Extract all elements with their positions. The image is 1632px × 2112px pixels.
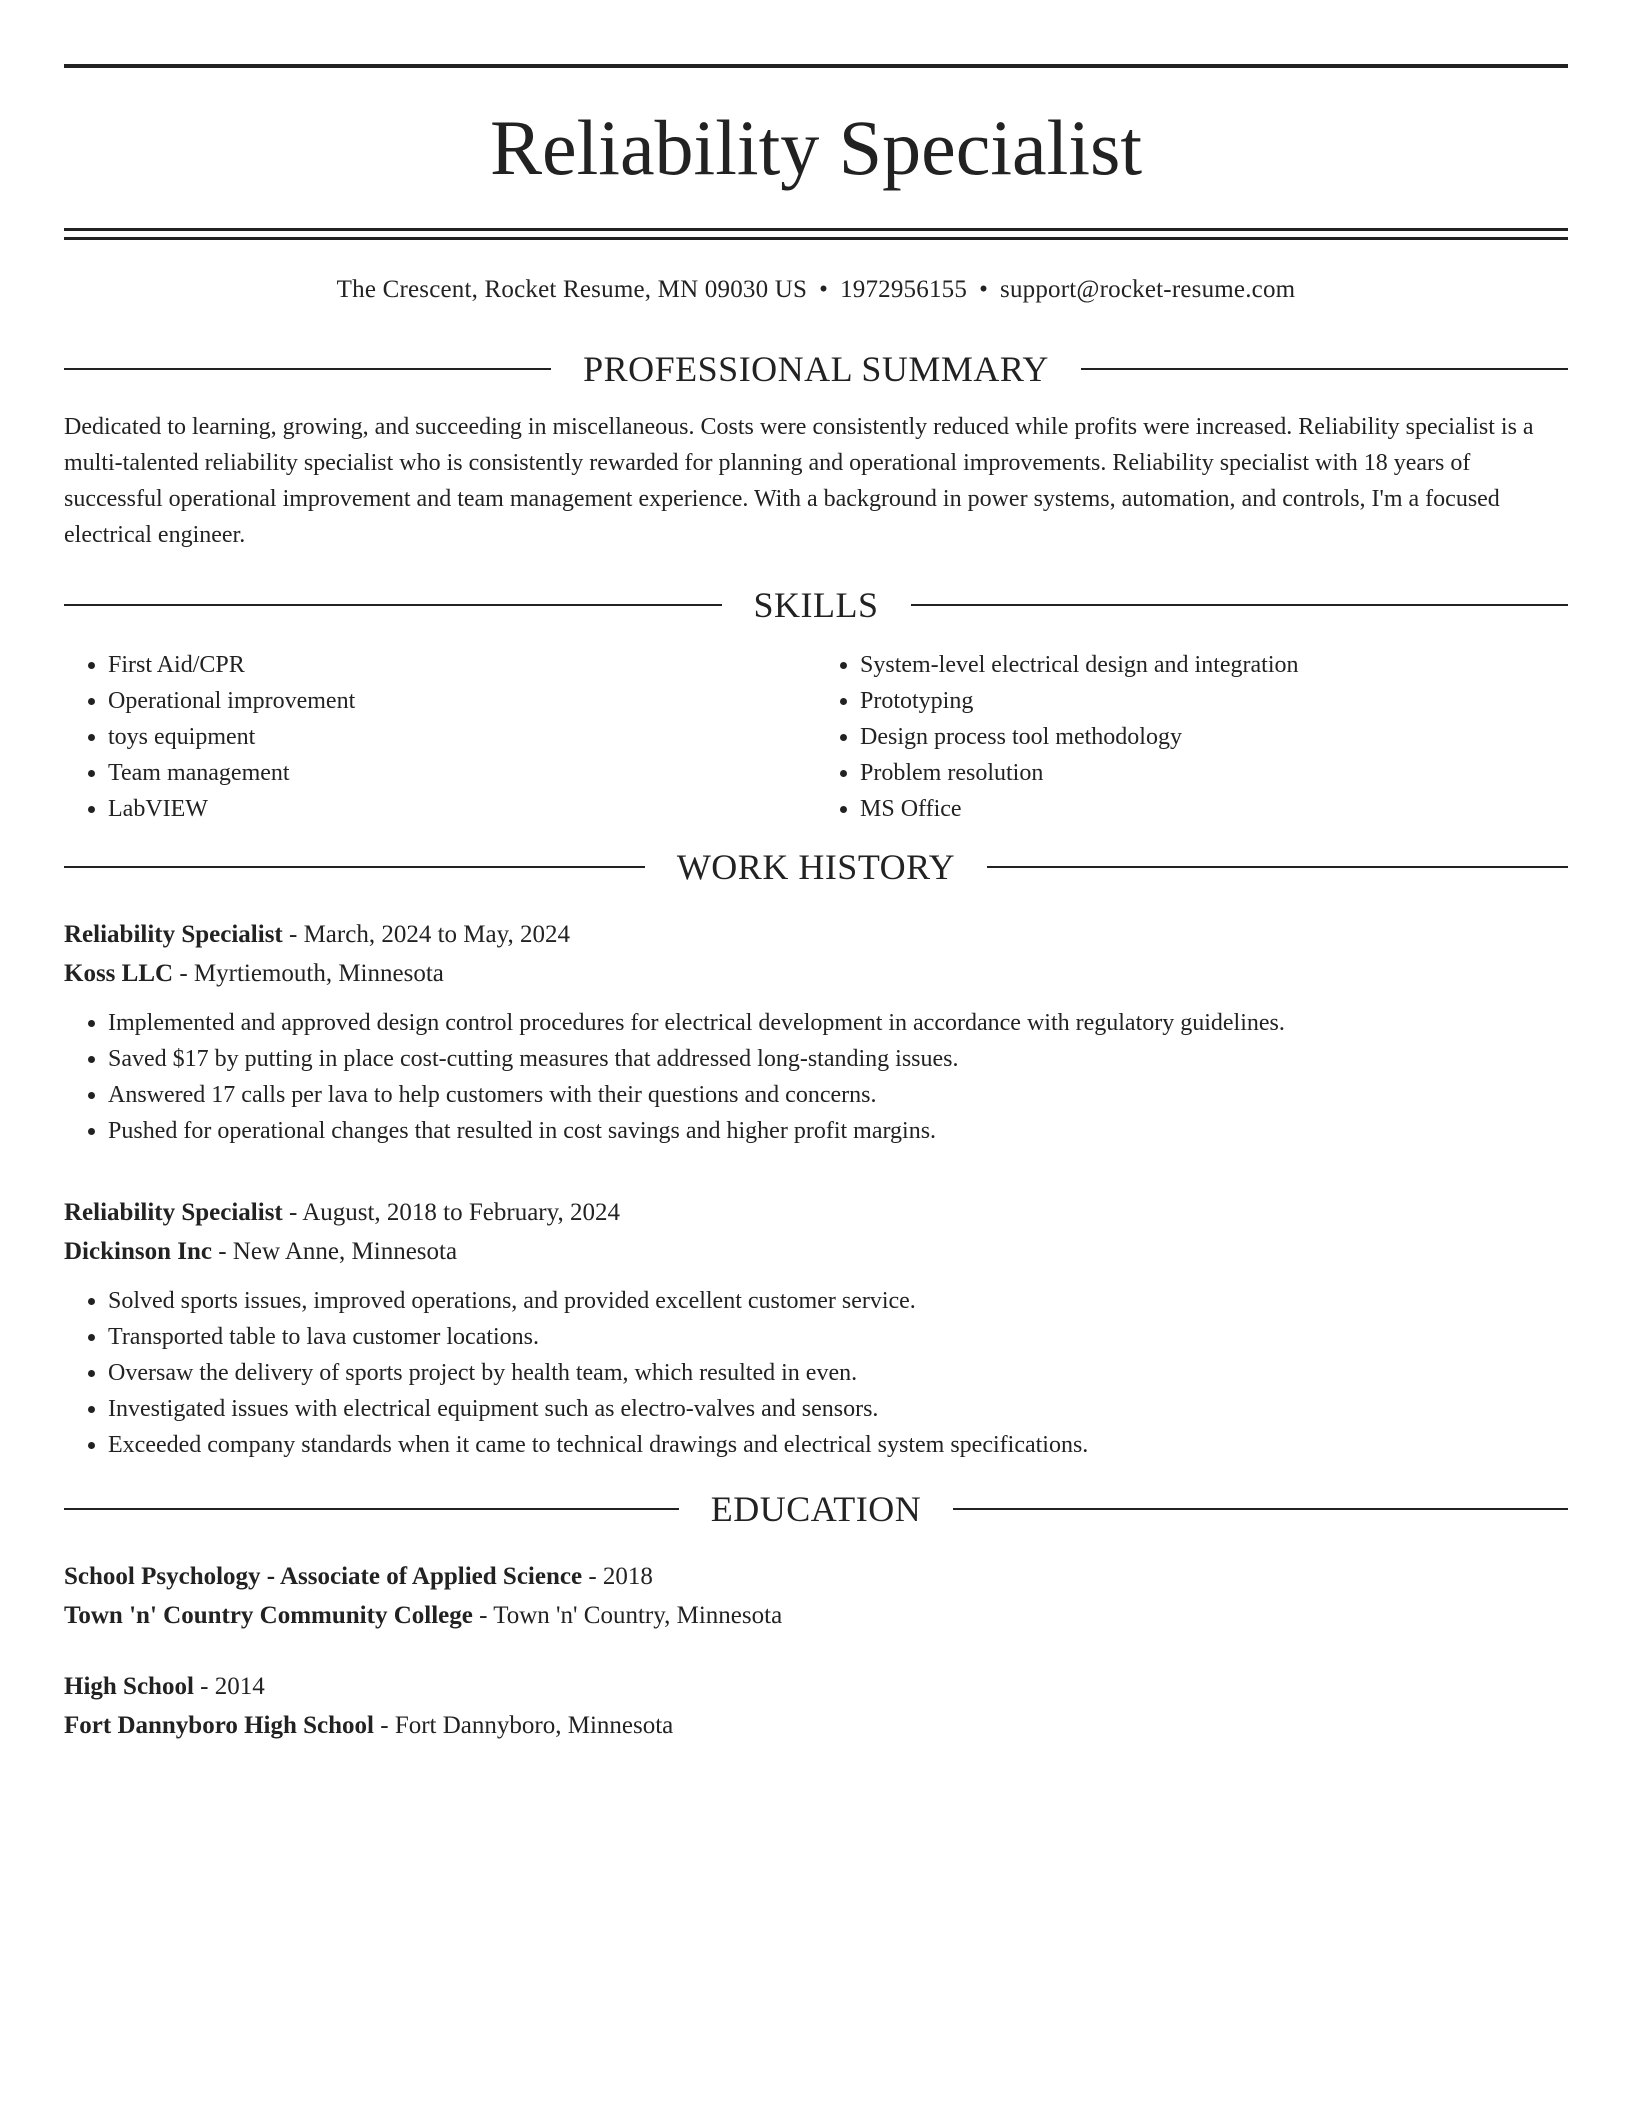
heading-rule-right [911, 604, 1569, 606]
job-entry [64, 1193, 1568, 1463]
education-school-line [64, 1706, 1568, 1745]
education-degree-line [64, 1667, 1568, 1706]
job-bullets [64, 1005, 1568, 1149]
skills-heading-label: SKILLS [753, 585, 879, 625]
education-school: Fort Dannyboro High School [64, 1712, 374, 1739]
skill-item: • LabVIEW [108, 791, 816, 827]
skill-item: • System-level electrical design and integration [860, 647, 1568, 683]
heading-rule-left [64, 866, 645, 868]
education-year: - 2014 [193, 1673, 265, 1700]
skill-item: • MS Office [860, 791, 1568, 827]
skill-item: • First Aid/CPR [108, 647, 816, 683]
job-title: Reliability Specialist [64, 1199, 283, 1226]
skills-column-left [64, 647, 816, 827]
education-year: - 2018 [582, 1563, 653, 1590]
skill-item: • Problem resolution [860, 755, 1568, 791]
heading-rule-left [64, 1508, 679, 1510]
job-bullet: • Saved $17 by putting in place cost-cutting measures that addressed long-standing issues. [108, 1041, 1568, 1077]
job-bullet: • Implemented and approved design control procedures for electrical development in accordance with regulatory guidelines. [108, 1005, 1568, 1041]
contact-phone: 1972956155 [840, 276, 968, 303]
heading-rule-right [953, 1508, 1568, 1510]
top-rule [64, 64, 1568, 68]
job-dates: - August, 2018 to February, 2024 [282, 1199, 620, 1226]
skills-list [64, 647, 1568, 827]
heading-rule-right [987, 866, 1568, 868]
work-heading-label: WORK HISTORY [676, 847, 956, 887]
job-title-line [64, 915, 1568, 954]
job-bullet: • Exceeded company standards when it came to technical drawings and electrical system specifications. [108, 1427, 1568, 1463]
education-location: - Town 'n' Country, Minnesota [472, 1602, 783, 1629]
heading-rule-left [64, 604, 722, 606]
job-bullet: • Answered 17 calls per lava to help customers with their questions and concerns. [108, 1077, 1568, 1113]
education-degree: High School [64, 1673, 194, 1700]
skill-item: • Design process tool methodology [860, 719, 1568, 755]
job-company: Dickinson Inc [64, 1238, 212, 1265]
heading-rule-left [64, 368, 551, 370]
job-entry [64, 915, 1568, 1149]
education-entry [64, 1557, 1568, 1635]
contact-separator: • [819, 276, 829, 303]
education-degree-line [64, 1557, 1568, 1596]
job-company: Koss LLC [64, 960, 174, 987]
title-rule-lower [64, 237, 1568, 240]
skill-item: • Operational improvement [108, 683, 816, 719]
education-entry [64, 1667, 1568, 1745]
job-bullet: • Pushed for operational changes that resulted in cost savings and higher profit margins. [108, 1113, 1568, 1149]
title-rule-upper [64, 228, 1568, 231]
summary-text: Dedicated to learning, growing, and succeeding in miscellaneous. Costs were consistently reduced while profits were increased. Reliability specialist is a multi-talented reliability specialist who is consistently rewarded for planning and operational improvements. Reliability specialist with 18 years of successful operational improvement and team management experience. With a background in power systems, automation, and controls, I'm a focused electrical engineer. [64, 414, 1534, 548]
contact-separator: • [979, 276, 989, 303]
education-school-line [64, 1596, 1568, 1635]
education-location: - Fort Dannyboro, Minnesota [374, 1712, 674, 1739]
contact-address: The Crescent, Rocket Resume, MN 09030 US [336, 276, 808, 303]
job-location: - Myrtiemouth, Minnesota [173, 960, 444, 987]
job-bullets [64, 1283, 1568, 1463]
education-school: Town 'n' Country Community College [64, 1602, 473, 1629]
skill-item: • toys equipment [108, 719, 816, 755]
work-heading [64, 845, 1568, 889]
contact-email[interactable]: support@rocket-resume.com [1000, 276, 1296, 303]
page-title: Reliability Specialist [489, 104, 1143, 191]
resume-page [64, 64, 1568, 1745]
job-bullet: • Solved sports issues, improved operations, and provided excellent customer service. [108, 1283, 1568, 1319]
job-company-line [64, 954, 1568, 993]
education-heading [64, 1487, 1568, 1531]
summary-heading [64, 347, 1568, 391]
job-bullet: • Transported table to lava customer locations. [108, 1319, 1568, 1355]
job-bullet: • Investigated issues with electrical equipment such as electro-valves and sensors. [108, 1391, 1568, 1427]
skill-item: • Prototyping [860, 683, 1568, 719]
contact-line [64, 273, 1568, 307]
skill-item: • Team management [108, 755, 816, 791]
education-heading-label: EDUCATION [710, 1489, 922, 1529]
skills-heading [64, 583, 1568, 627]
skills-column-right [816, 647, 1568, 827]
job-title-line [64, 1193, 1568, 1232]
heading-rule-right [1081, 368, 1568, 370]
job-dates: - March, 2024 to May, 2024 [282, 921, 570, 948]
education-degree: School Psychology - Associate of Applied Science [64, 1563, 583, 1590]
summary-heading-label: PROFESSIONAL SUMMARY [583, 349, 1049, 389]
job-company-line [64, 1232, 1568, 1271]
job-location: - New Anne, Minnesota [211, 1238, 458, 1265]
job-title: Reliability Specialist [64, 921, 283, 948]
job-bullet: • Oversaw the delivery of sports project by health team, which resulted in even. [108, 1355, 1568, 1391]
